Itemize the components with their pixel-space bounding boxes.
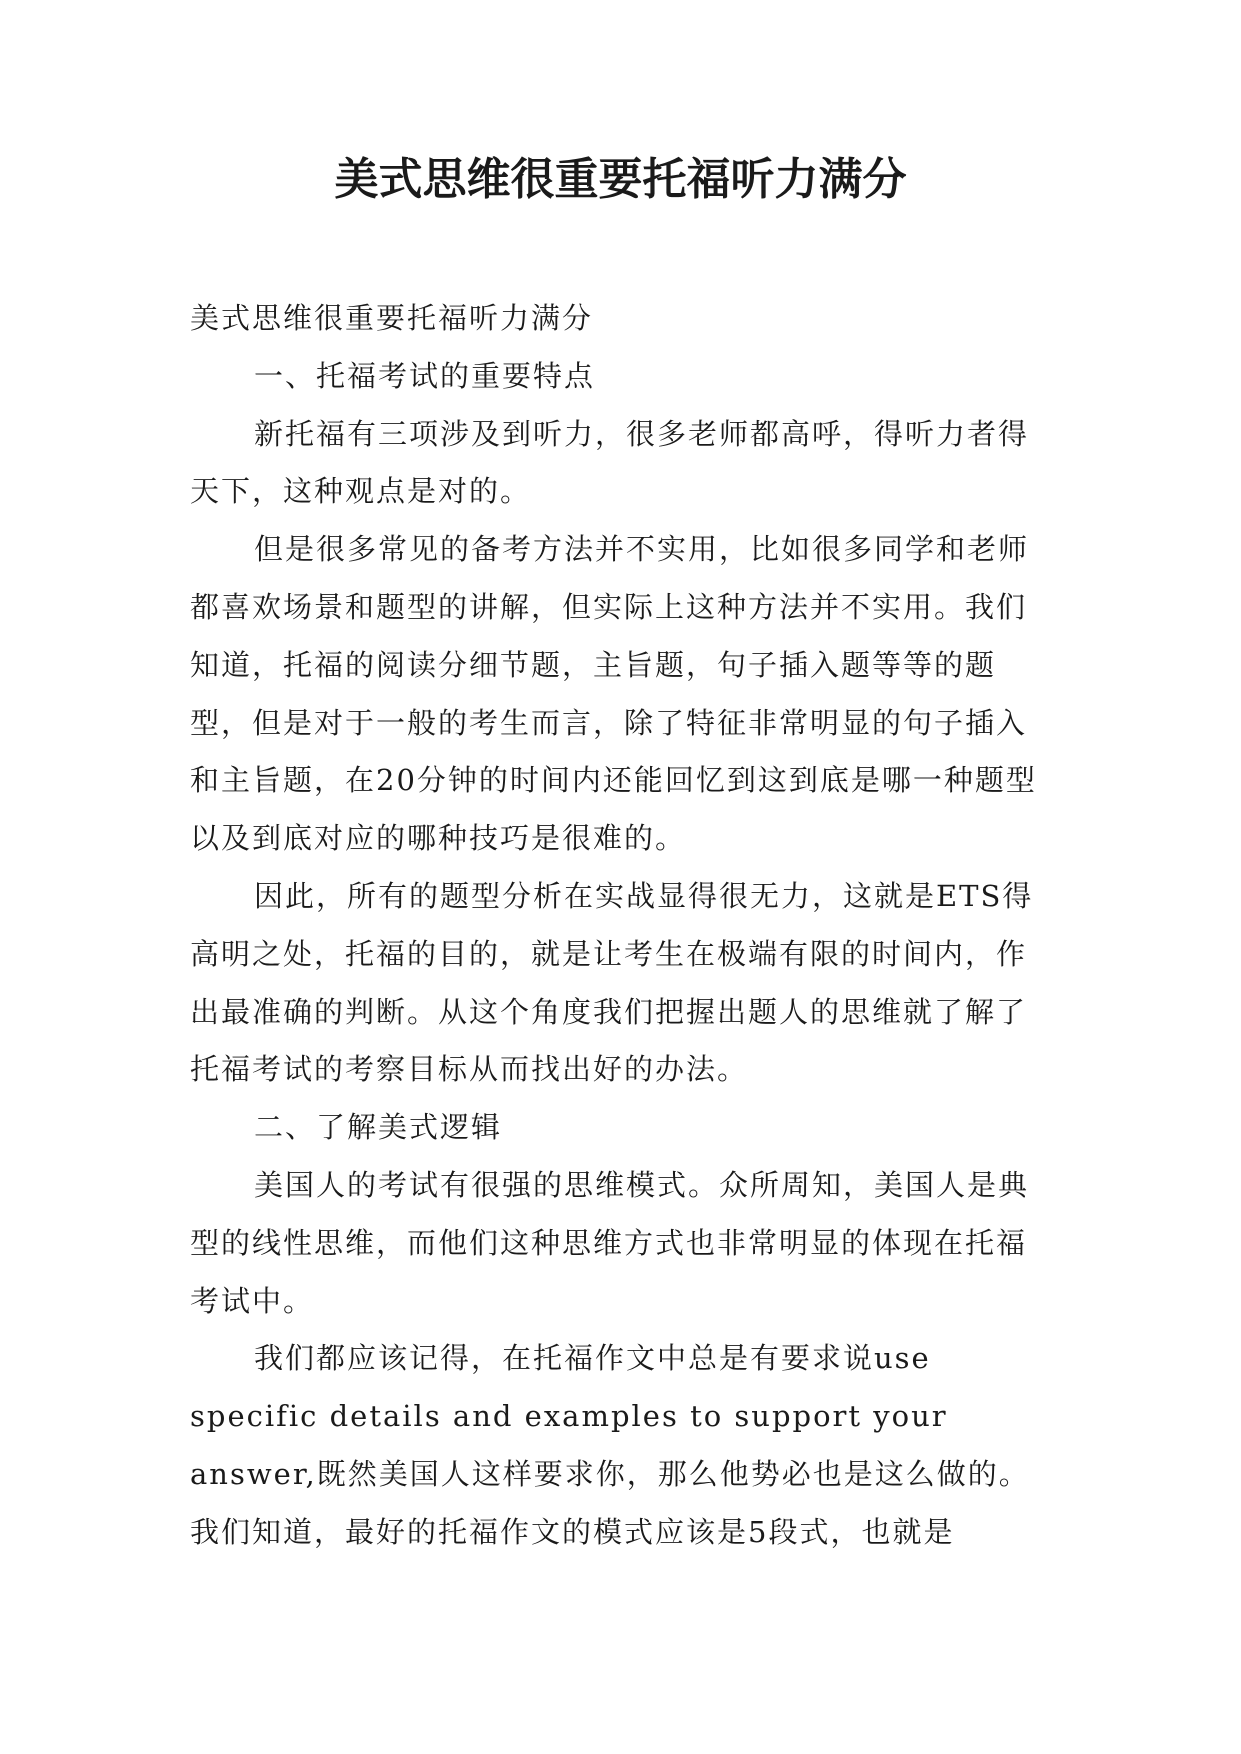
document-title: 美式思维很重要托福听力满分 [334,154,907,205]
paragraph: 新托福有三项涉及到听力，很多老师都高呼，得听力者得天下，这种观点是对的。 [190,416,1030,509]
document-body [190,290,1050,1562]
paragraph: 我们都应该记得，在托福作文中总是有要求说use specific details and examples to support your answer,既然美国人这样要求你，那么他势必也是这么做的。我们知道，最好的托福作文的模式应该是5段式，也就是 [190,1341,1030,1549]
section-heading-2: 二、了解美式逻辑 [254,1110,503,1145]
section-heading-1: 一、托福考试的重要特点 [254,358,596,393]
paragraph: 美国人的考试有很强的思维模式。众所周知，美国人是典型的线性思维，而他们这种思维方式也非常明显的体现在托福考试中。 [190,1167,1030,1318]
paragraph: 但是很多常见的备考方法并不实用，比如很多同学和老师都喜欢场景和题型的讲解，但实际上这种方法并不实用。我们知道，托福的阅读分细节题，主旨题，句子插入题等等的题型，但是对于一般的考生而言，除了特征非常明显的句子插入和主旨题，在20分钟的时间内还能回忆到这到底是哪一种题型以及到底对应的哪种技巧是很难的。 [190,532,1037,856]
paragraph-intro-title: 美式思维很重要托福听力满分 [190,301,594,335]
paragraph: 因此，所有的题型分析在实战显得很无力，这就是ETS得高明之处，托福的目的，就是让考生在极端有限的时间内，作出最准确的判断。从这个角度我们把握出题人的思维就了解了托福考试的考察目标从而找出好的办法。 [190,878,1034,1087]
